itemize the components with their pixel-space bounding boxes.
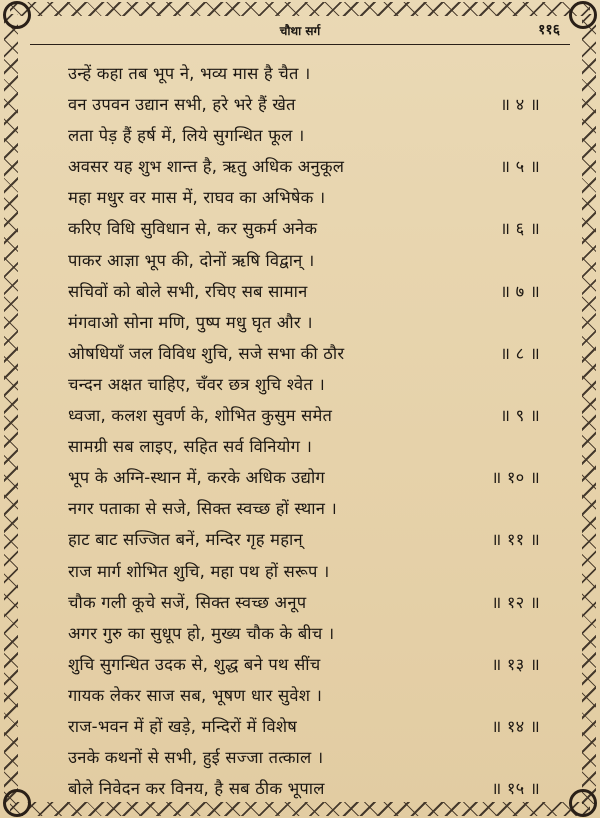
verse-number: ॥ ५ ॥ xyxy=(500,157,540,177)
verse-line xyxy=(68,338,540,369)
verse-number: ॥ ११ ॥ xyxy=(491,530,540,550)
verse-line xyxy=(68,400,540,431)
verse-text: उन्हें कहा तब भूप ने, भव्य मास है चैत । xyxy=(68,64,311,83)
verse-text: ध्वजा, कलश सुवर्ण के, शोभित कुसुम समेत xyxy=(68,406,333,426)
top-vine-border xyxy=(10,2,590,16)
verse-text: नगर पताका से सजे, सिक्त स्वच्छ हों स्थान । xyxy=(68,499,338,519)
verse-line xyxy=(68,276,540,307)
verse-line xyxy=(68,213,540,244)
verse-number: ॥ ८ ॥ xyxy=(500,343,540,363)
verse-line xyxy=(68,245,540,276)
verse-number: ॥ १३ ॥ xyxy=(491,654,540,674)
verse-text: राज-भवन में हों खड़े, मन्दिरों में विशेष xyxy=(68,716,297,736)
verse-text: सामग्री सब लाइए, सहित सर्व विनियोग । xyxy=(68,437,313,457)
verse-line xyxy=(68,742,540,773)
header-rule xyxy=(30,44,570,45)
verse-text: बोले निवेदन कर विनय, है सब ठीक भूपाल xyxy=(68,779,325,799)
verse-line xyxy=(68,587,540,618)
verse-line xyxy=(68,89,540,120)
verse-line xyxy=(68,680,540,711)
verse-text: अगर गुरु का सुधूप हो, मुख्य चौक के बीच । xyxy=(68,623,335,643)
verse-number: ॥ १० ॥ xyxy=(491,468,540,488)
verse-number: ॥ १२ ॥ xyxy=(491,592,540,612)
verse-line xyxy=(68,431,540,462)
verse-line xyxy=(68,773,540,804)
verse-text: राज मार्ग शोभित शुचि, महा पथ हों सरूप । xyxy=(68,561,330,581)
verse-number: ॥ १५ ॥ xyxy=(491,779,540,799)
verse-text: महा मधुर वर मास में, राघव का अभिषेक । xyxy=(68,188,326,208)
right-vine-border xyxy=(582,14,596,804)
running-header: चौथा सर्ग xyxy=(279,24,321,38)
verse-line xyxy=(68,524,540,555)
verse-line xyxy=(68,618,540,649)
verse-line xyxy=(68,58,540,89)
verse-text: शुचि सुगन्धित उदक से, शुद्ध बने पथ सींच xyxy=(68,654,321,674)
left-vine-border xyxy=(4,14,18,804)
verse-text: पाकर आज्ञा भूप की, दोनों ऋषि विद्वान् । xyxy=(68,250,315,270)
verse-text: गायक लेकर साज सब, भूषण धार सुवेश । xyxy=(68,685,323,705)
verse-number: ॥ ४ ॥ xyxy=(500,95,540,115)
verse-text: अवसर यह शुभ शान्त है, ऋतु अधिक अनुकूल xyxy=(68,157,345,177)
verse-line xyxy=(68,307,540,338)
verse-line xyxy=(68,151,540,182)
verse-line xyxy=(68,556,540,587)
verse-text: सचिवों को बोले सभी, रचिए सब सामान xyxy=(68,281,308,301)
verse-line xyxy=(68,493,540,524)
corner-ornament-icon xyxy=(3,789,31,817)
verse-line xyxy=(68,462,540,493)
verse-text: लता पेड़ हैं हर्ष में, लिये सुगन्धित फूल । xyxy=(68,126,305,146)
verse-text: चन्दन अक्षत चाहिए, चँवर छत्र शुचि श्वेत । xyxy=(68,374,325,394)
verse-line xyxy=(68,120,540,151)
verse-line xyxy=(68,649,540,680)
verse-text: ओषधियाँ जल विविध शुचि, सजे सभा की ठौर xyxy=(68,343,345,363)
verse-number: ॥ ९ ॥ xyxy=(500,406,540,426)
verse-block xyxy=(68,58,540,804)
verse-text: करिए विधि सुविधान से, कर सुकर्म अनेक xyxy=(68,219,318,239)
page-number: ११६ xyxy=(538,22,560,38)
verse-line xyxy=(68,182,540,213)
verse-text: वन उपवन उद्यान सभी, हरे भरे हैं खेत xyxy=(68,95,296,115)
verse-line xyxy=(68,369,540,400)
verse-number: ॥ १४ ॥ xyxy=(491,716,540,736)
corner-ornament-icon xyxy=(569,789,597,817)
verse-text: भूप के अग्नि-स्थान में, करके अधिक उद्योग xyxy=(68,468,325,488)
verse-text: मंगवाओ सोना मणि, पुष्प मधु घृत और । xyxy=(68,312,313,332)
verse-text: चौक गली कूचे सजें, सिक्त स्वच्छ अनूप xyxy=(68,592,307,612)
verse-line xyxy=(68,711,540,742)
verse-number: ॥ ६ ॥ xyxy=(500,219,540,239)
verse-number: ॥ ७ ॥ xyxy=(500,281,540,301)
verse-text: उनके कथनों से सभी, हुई सज्जा तत्काल । xyxy=(68,748,324,768)
verse-text: हाट बाट सज्जित बनें, मन्दिर गृह महान् xyxy=(68,530,303,550)
